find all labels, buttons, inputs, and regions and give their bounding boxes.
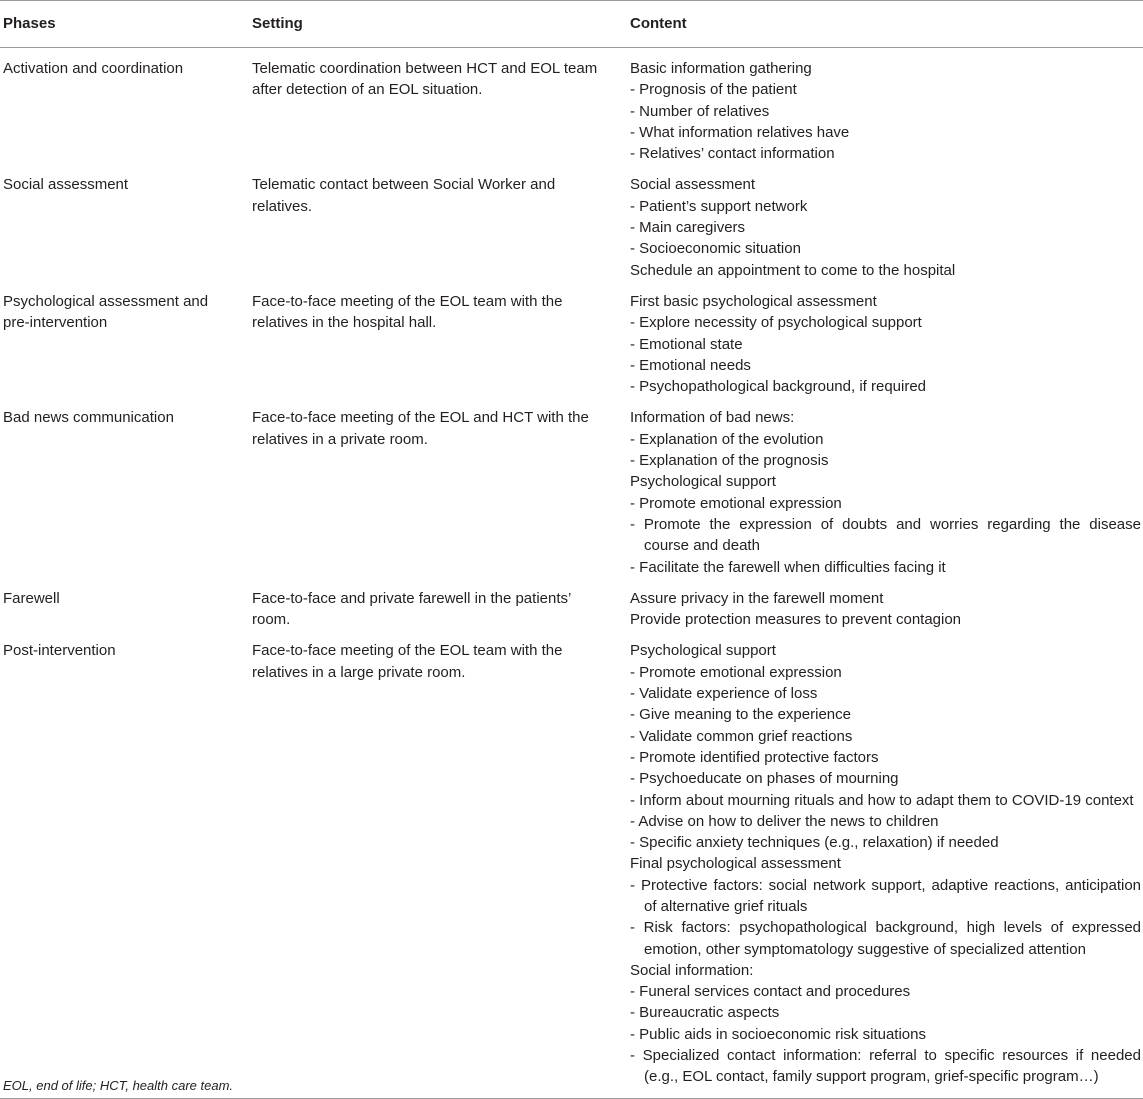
bullet-text: Relatives’ contact information (639, 145, 835, 163)
bullet-marker: - (630, 1004, 640, 1022)
header-phases: Phases (0, 1, 252, 48)
bullet-marker: - (630, 123, 640, 141)
bullet-text: Risk factors: psychopathological background, high levels of expressed emotion, other symptomatology suggestive of specialized attention (643, 919, 1141, 958)
content-heading-line: Social assessment (630, 176, 756, 194)
content-bullet-item (630, 1045, 1141, 1088)
content-bullet-item (630, 1024, 1141, 1045)
content-cell (630, 632, 1143, 1098)
content-heading-line: Psychological support (630, 642, 776, 660)
content-bullet-item (630, 217, 1141, 238)
bullet-marker: - (630, 1025, 640, 1043)
bullet-marker: - (630, 515, 644, 533)
content-bullet-item (630, 662, 1141, 683)
content-cell (630, 580, 1143, 633)
table-footnote: EOL, end of life; HCT, health care team. (3, 1078, 234, 1093)
content-cell (630, 399, 1143, 579)
table-header-row (0, 1, 1143, 48)
bullet-marker: - (630, 812, 639, 830)
bullet-text: Promote emotional expression (639, 494, 842, 512)
bullet-text: Specific anxiety techniques (e.g., relaxation) if needed (639, 834, 999, 852)
header-content: Content (630, 1, 1143, 48)
bullet-text: Promote the expression of doubts and worries regarding the disease course and death (643, 515, 1141, 555)
content-bullet-item (630, 557, 1141, 578)
bullet-text: Bureaucratic aspects (639, 1004, 780, 1022)
content-bullet-item (630, 747, 1141, 768)
bullet-text: Give meaning to the experience (639, 706, 851, 724)
setting-cell: Face-to-face meeting of the EOL team with the relatives in the hospital hall. (252, 292, 563, 332)
setting-cell: Telematic coordination between HCT and EOL team after detection of an EOL situation. (252, 60, 598, 99)
content-bullet-item (630, 196, 1141, 217)
content-bullet-item (630, 683, 1141, 704)
content-heading-line: Basic information gathering (630, 60, 812, 77)
content-bullet-item (630, 704, 1141, 725)
header-setting: Setting (252, 1, 630, 48)
bullet-text: Explore necessity of psychological support (639, 314, 922, 332)
bullet-text: Patient’s support network (639, 197, 808, 215)
content-bullet-item (630, 429, 1141, 450)
bullet-text: Psychoeducate on phases of mourning (639, 770, 899, 788)
content-bullet-item (630, 450, 1141, 471)
table-row (0, 48, 1143, 167)
phase-cell: Post-intervention (0, 632, 252, 1098)
content-bullet-item (630, 355, 1141, 376)
bullet-marker: - (630, 335, 640, 353)
content-heading-line: Social information: (630, 961, 754, 979)
content-heading-line: Final psychological assessment (630, 855, 841, 873)
table-row (0, 632, 1143, 1098)
bullet-marker: - (630, 197, 640, 215)
content-heading-line: Assure privacy in the farewell moment (630, 589, 884, 607)
bullet-marker: - (630, 81, 640, 99)
bullet-marker: - (630, 983, 640, 1001)
content-bullet-item (630, 875, 1141, 918)
bullet-text: Promote emotional expression (639, 663, 842, 681)
setting-cell: Telematic contact between Social Worker and relatives. (252, 176, 556, 215)
table-row (0, 580, 1143, 633)
bullet-marker: - (630, 727, 640, 745)
bullet-text: Emotional needs (639, 356, 751, 374)
bullet-text: Promote identified protective factors (639, 748, 879, 766)
bullet-text: Protective factors: social network support, adaptive reactions, anticipation of alternative grief rituals (640, 876, 1142, 915)
phase-cell: Psychological assessment and pre-intervention (3, 292, 209, 332)
table-header (0, 1, 1143, 48)
bullet-marker: - (630, 314, 640, 332)
bullet-text: Validate common grief reactions (639, 727, 853, 745)
content-bullet-item (630, 768, 1141, 789)
setting-cell: Face-to-face meeting of the EOL and HCT with the relatives in a private room. (252, 409, 589, 448)
table-body (0, 48, 1143, 1099)
content-cell (630, 283, 1143, 399)
bullet-marker: - (630, 430, 640, 448)
table-row (0, 166, 1143, 282)
content-heading-line: Information of bad news: (630, 409, 795, 427)
content-bullet-item (630, 122, 1141, 143)
bullet-marker: - (630, 102, 640, 120)
bullet-text: Funeral services contact and procedures (639, 983, 911, 1001)
content-cell (630, 48, 1143, 167)
bullet-text: Inform about mourning rituals and how to adapt them to COVID-19 context (639, 791, 1134, 809)
bullet-text: Emotional state (639, 335, 743, 353)
content-bullet-item (630, 238, 1141, 259)
bullet-marker: - (630, 240, 640, 258)
bullet-text: Validate experience of loss (639, 685, 818, 703)
bullet-marker: - (630, 378, 640, 396)
content-bullet-item (630, 143, 1141, 164)
table-row (0, 283, 1143, 399)
bullet-marker: - (630, 919, 644, 937)
content-bullet-item (630, 726, 1141, 747)
bullet-text: Socioeconomic situation (639, 240, 801, 258)
content-bullet-item (630, 334, 1141, 355)
content-bullet-item (630, 981, 1141, 1002)
content-bullet-item (630, 101, 1141, 122)
bullet-text: Specialized contact information: referral to specific resources if needed (e.g., EOL contact, family support program, grief-specific program…) (642, 1047, 1141, 1086)
bullet-marker: - (630, 356, 640, 374)
bullet-marker: - (630, 685, 640, 703)
content-bullet-item (630, 811, 1141, 832)
content-bullet-item (630, 493, 1141, 514)
setting-cell: Face-to-face and private farewell in the patients’ room. (252, 589, 571, 629)
content-bullet-item (630, 790, 1141, 811)
content-cell (630, 166, 1143, 282)
bullet-marker: - (630, 748, 640, 766)
bullet-marker: - (630, 219, 640, 237)
bullet-marker: - (630, 834, 640, 852)
content-bullet-item (630, 917, 1141, 960)
bullet-text: Advise on how to deliver the news to children (638, 812, 939, 830)
bullet-marker: - (630, 706, 640, 724)
bullet-marker: - (630, 145, 640, 163)
bullet-marker: - (630, 494, 640, 512)
content-bullet-item (630, 514, 1141, 557)
bullet-text: Prognosis of the patient (639, 81, 797, 99)
bullet-text: Number of relatives (639, 102, 770, 120)
bullet-text: Explanation of the prognosis (639, 452, 829, 470)
content-heading-line: Provide protection measures to prevent contagion (630, 611, 962, 629)
bullet-marker: - (630, 558, 640, 576)
bullet-text: Psychopathological background, if required (639, 378, 927, 396)
content-bullet-item (630, 79, 1141, 100)
bullet-marker: - (630, 770, 640, 788)
bullet-marker: - (630, 1047, 643, 1065)
content-bullet-item (630, 312, 1141, 333)
content-bullet-item (630, 376, 1141, 397)
bullet-text: Main caregivers (639, 219, 746, 237)
table-row (0, 399, 1143, 579)
content-heading-line: Psychological support (630, 473, 776, 491)
bullet-marker: - (630, 663, 640, 681)
phase-cell: Farewell (3, 589, 60, 607)
content-heading-line: First basic psychological assessment (630, 292, 877, 310)
bullet-text: Explanation of the evolution (639, 430, 824, 448)
bullet-text: Facilitate the farewell when difficulties facing it (639, 558, 946, 576)
phase-cell: Activation and coordination (3, 60, 184, 77)
setting-cell: Face-to-face meeting of the EOL team with the relatives in a large private room. (252, 632, 630, 1098)
bullet-marker: - (630, 452, 640, 470)
bullet-text: Public aids in socioeconomic risk situations (639, 1025, 926, 1043)
content-heading-line: Schedule an appointment to come to the hospital (630, 261, 956, 279)
content-bullet-item (630, 832, 1141, 853)
bullet-marker: - (630, 791, 640, 809)
phase-cell: Social assessment (3, 176, 129, 194)
phase-cell: Bad news communication (3, 409, 174, 427)
bullet-text: What information relatives have (639, 123, 850, 141)
bullet-marker: - (630, 876, 641, 894)
content-bullet-item (630, 1002, 1141, 1023)
